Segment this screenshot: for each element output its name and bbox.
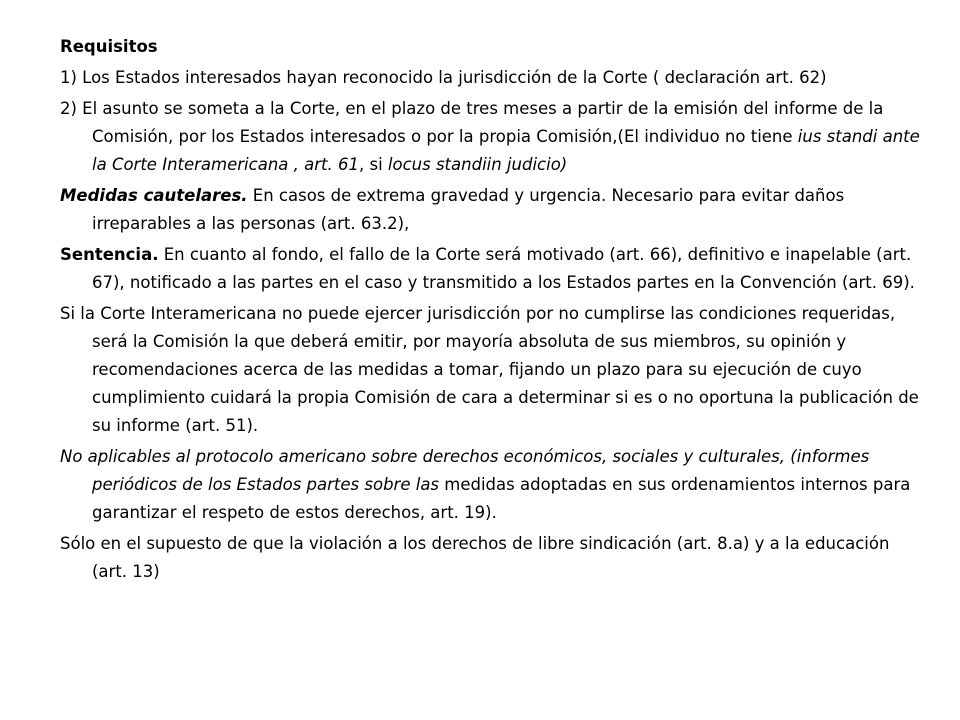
paragraph-no-aplicables	[60, 443, 920, 527]
paragraph-sentencia	[60, 241, 920, 297]
paragraph-requisito-1: 1) Los Estados interesados hayan reconocido la jurisdicción de la Corte ( declaración art. 62)	[60, 68, 827, 87]
requisito-2-text: 2) El asunto se someta a la Corte, en el plazo de tres meses a partir de la emisión del informe de la Comisión, por los Estados interesados o por la propia Comisión,(El individuo no tiene	[60, 99, 884, 146]
requisito-2-si: , si	[358, 155, 388, 174]
paragraph-corte-no-jurisdiccion: Si la Corte Interamericana no puede ejercer jurisdicción por no cumplirse las condiciones requeridas, será la Comisión la que deberá emitir, por mayoría absoluta de sus miembros, su opinión y recomendaciones acerca de las medidas a tomar, fijando un plazo para su ejecución de cuyo cumplimiento cuidará la propia Comisión de cara a determinar si es o no oportuna la publicación de su informe (art. 51).	[60, 304, 919, 435]
heading-requisitos: Requisitos	[60, 37, 158, 56]
paragraph-requisito-2	[60, 95, 920, 179]
requisito-2-italic-ius-standi: ius standi ante la Corte Interamericana , art. 61	[92, 127, 920, 174]
requisito-2-italic-locus-standi: locus standiin judicio)	[387, 155, 568, 174]
medidas-cautelares-text: En casos de extrema gravedad y urgencia. Necesario para evitar daños irreparables a las personas (art. 63.2),	[92, 186, 845, 233]
no-aplicables-text: medidas adoptadas en sus ordenamientos internos para garantizar el respeto de estos derechos, art. 19).	[92, 475, 911, 522]
sentencia-label: Sentencia.	[60, 245, 159, 264]
medidas-cautelares-label: Medidas cautelares.	[60, 186, 248, 205]
no-aplicables-italic: No aplicables al protocolo americano sobre derechos económicos, sociales y culturales, (informes periódicos de los Estados partes sobre las	[60, 447, 870, 494]
sentencia-text: En cuanto al fondo, el fallo de la Corte será motivado (art. 66), definitivo e inapelable (art. 67), notificado a las partes en el caso y transmitido a los Estados partes en la Convención (art. 69).	[92, 245, 915, 292]
slide-body	[60, 33, 920, 589]
paragraph-solo-supuesto: Sólo en el supuesto de que la violación a los derechos de libre sindicación (art. 8.a) y a la educación (art. 13)	[60, 534, 890, 581]
paragraph-medidas-cautelares	[60, 182, 920, 238]
